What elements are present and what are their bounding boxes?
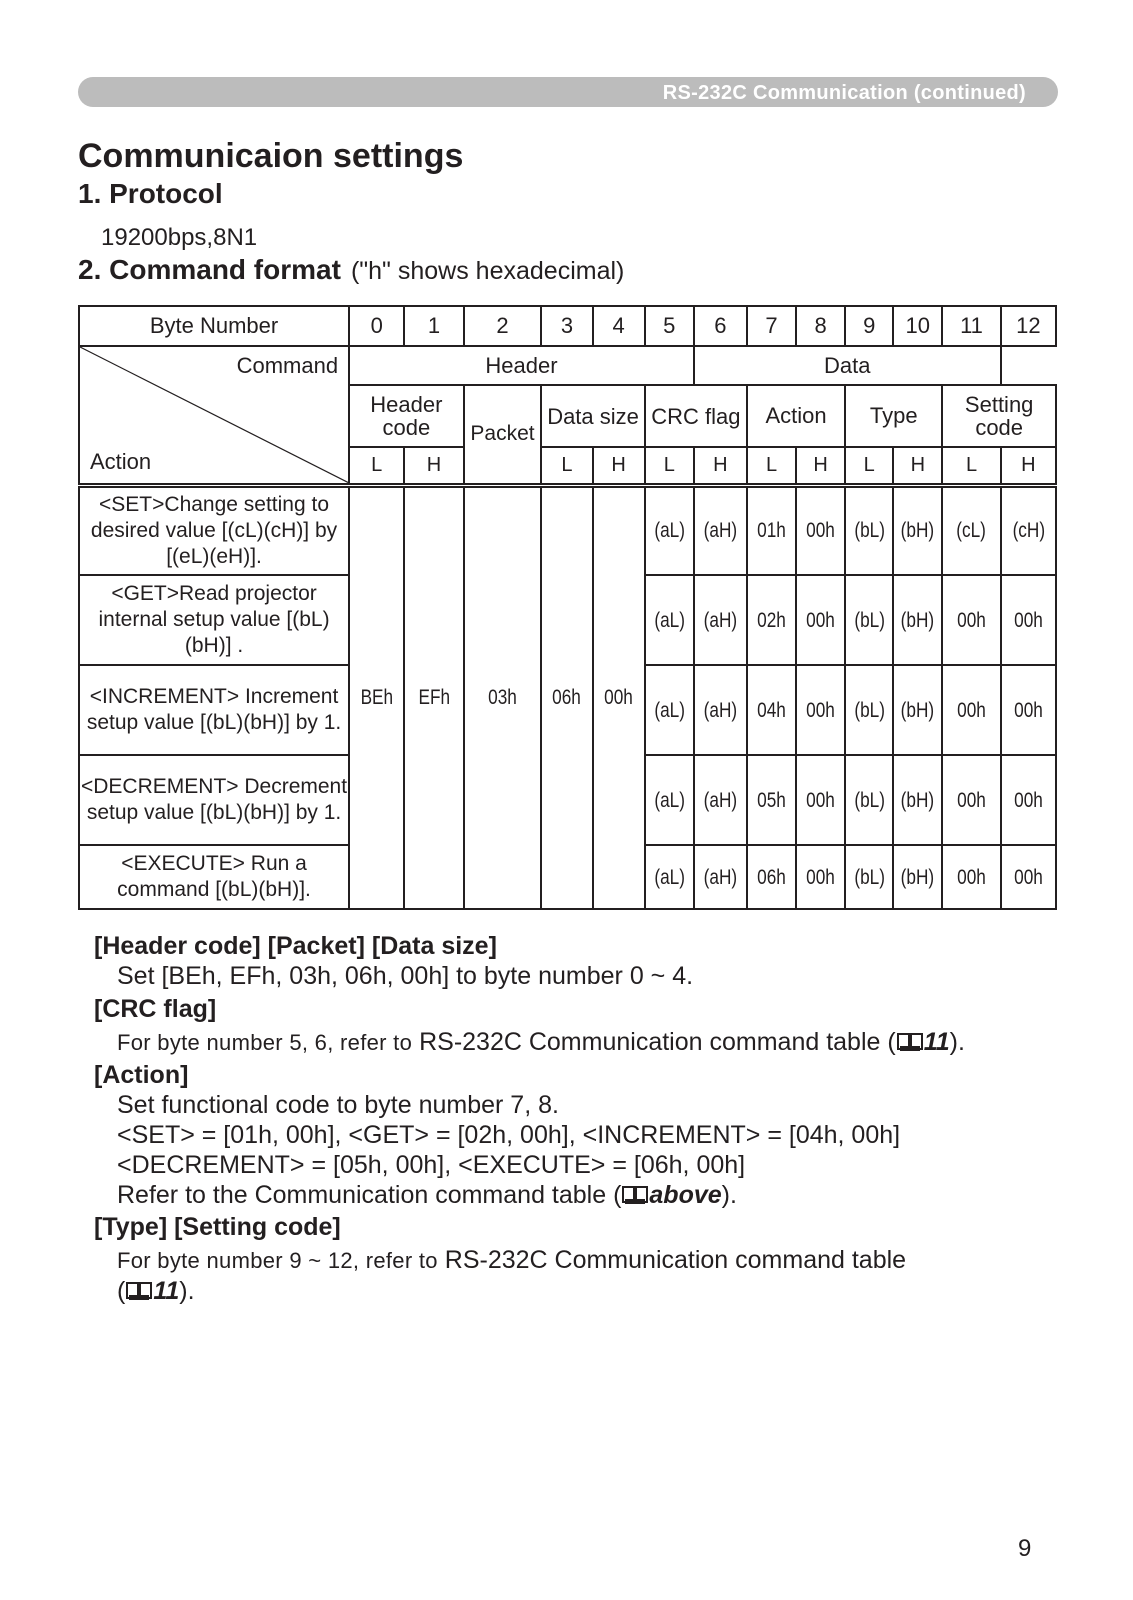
byte-cell-text: 06h [757, 865, 786, 889]
header-bar [78, 77, 1058, 107]
command-format-title: 2. Command format [78, 254, 341, 285]
byte-number: 10 [893, 306, 942, 346]
byte-cell [645, 485, 694, 575]
lh-cell: L [747, 447, 796, 485]
byte-cell-text: (cH) [1012, 519, 1045, 543]
byte-cell-text: (bH) [901, 788, 935, 812]
byte-cell [942, 755, 1000, 845]
byte-number: 2 [464, 306, 542, 346]
byte-cell-text: 01h [757, 519, 786, 543]
lh-cell: L [645, 447, 694, 485]
book-icon [897, 1032, 923, 1052]
byte-cell [1001, 755, 1056, 845]
lh-cell: H [796, 447, 845, 485]
byte-cell [694, 665, 747, 755]
byte-cell [1001, 485, 1056, 575]
crc-text-b: RS-232C Communication command table ( [412, 1028, 896, 1056]
action-ref-end: ). [721, 1181, 737, 1209]
byte-cell-text: (bL) [853, 788, 885, 812]
byte-cell-text: (aL) [653, 608, 685, 632]
byte-cell [694, 845, 747, 909]
byte-cell-text: (bH) [901, 698, 935, 722]
byte-cell [694, 755, 747, 845]
byte-cell-text: (aH) [703, 698, 738, 722]
crc-text-end: ). [949, 1028, 965, 1056]
byte-cell [796, 575, 845, 665]
lh-cell: H [893, 447, 942, 485]
group-row [79, 346, 1056, 385]
byte-cell-text: 00h [957, 608, 986, 632]
book-icon [126, 1281, 152, 1301]
command-format-table [78, 305, 1057, 910]
byte-number: 6 [694, 306, 747, 346]
byte-cell [942, 845, 1000, 909]
byte-cell [845, 845, 893, 909]
action-cell: <INCREMENT> Increment setup value [(bL)(bH)] by 1. [79, 665, 349, 755]
byte-cell-text: 00h [806, 608, 835, 632]
type-page-ref[interactable]: 11 [153, 1277, 180, 1305]
byte-cell [747, 665, 796, 755]
byte-3-text: 06h [552, 686, 582, 710]
action-cell: <DECREMENT> Decrement setup value [(bL)(bH)] by 1. [79, 755, 349, 845]
lh-cell: L [942, 447, 1000, 485]
byte-cell [1001, 575, 1056, 665]
byte-0-text: BEh [360, 686, 393, 710]
action-page-ref[interactable]: above [649, 1181, 722, 1209]
byte-cell [796, 485, 845, 575]
section-heading-header-code: [Header code] [Packet] [Data size] [94, 932, 497, 960]
byte-number: 7 [747, 306, 796, 346]
byte-number: 11 [942, 306, 1000, 346]
byte-cell-text: (aH) [703, 608, 738, 632]
action-cell: <SET>Change setting to desired value [(cL)(cH)] by [(eL)(eH)]. [79, 485, 349, 575]
byte-cell [893, 845, 942, 909]
byte-cell-text: (aL) [653, 788, 685, 812]
lh-cell: H [694, 447, 747, 485]
byte-cell-text: (aL) [653, 698, 685, 722]
byte-cell [1001, 665, 1056, 755]
byte-cell [747, 845, 796, 909]
byte-cell [893, 755, 942, 845]
byte-cell-text: 00h [1013, 865, 1043, 889]
section-text-action-4 [94, 1180, 1074, 1210]
byte-number: 5 [645, 306, 694, 346]
byte-cell-text: 05h [757, 788, 786, 812]
section-text-action-3: <DECREMENT> = [05h, 00h], <EXECUTE> = [06h, 00h] [117, 1151, 746, 1179]
byte-2-text: 03h [488, 686, 517, 710]
byte-cell-text: (aL) [653, 865, 685, 889]
subheader-header-code: Header code [349, 385, 464, 447]
header-bar-text: RS-232C Communication (continued) [662, 82, 1026, 104]
action-cell: <GET>Read projector internal setup value [(bL)(bH)] . [79, 575, 349, 665]
byte-number: 0 [349, 306, 404, 346]
protocol-heading: 1. Protocol [78, 178, 223, 209]
byte-cell [694, 485, 747, 575]
table-row-set [79, 485, 1056, 575]
section-heading-action: [Action] [94, 1061, 189, 1089]
section-text-crc [94, 1027, 1074, 1058]
command-label: Command [236, 353, 339, 378]
byte-cell-text: (bH) [901, 519, 935, 543]
crc-text-a: For byte number 5, 6, refer to [117, 1030, 413, 1055]
byte-cell [645, 755, 694, 845]
byte-cell [893, 485, 942, 575]
byte-cell-text: 00h [1013, 608, 1043, 632]
byte-cell [747, 485, 796, 575]
byte-cell [845, 485, 893, 575]
byte-1-text: EFh [418, 686, 450, 710]
type-text-b: RS-232C Communication command table [437, 1246, 907, 1274]
byte-cell-text: (bL) [853, 519, 885, 543]
byte-number: 8 [796, 306, 845, 346]
byte-cell-text: 00h [1013, 698, 1043, 722]
byte-cell [694, 575, 747, 665]
byte-cell [893, 575, 942, 665]
section-heading-type: [Type] [Setting code] [94, 1213, 341, 1241]
command-format-note: ("h" shows hexadecimal) [350, 257, 625, 285]
byte-cell-text: (aH) [703, 788, 738, 812]
byte-cell-text: 00h [806, 788, 835, 812]
byte-4-value [593, 485, 645, 909]
lh-cell: H [1001, 447, 1056, 485]
subheader-action: Action [747, 385, 845, 447]
byte-cell-text: 00h [806, 519, 835, 543]
command-action-corner [79, 346, 349, 485]
byte-cell [747, 755, 796, 845]
subheader-crc-flag: CRC flag [645, 385, 747, 447]
byte-cell [845, 575, 893, 665]
byte-cell [893, 665, 942, 755]
action-label: Action [90, 448, 152, 474]
byte-cell-text: 04h [757, 698, 786, 722]
action-cell: <EXECUTE> Run a command [(bL)(bH)]. [79, 845, 349, 909]
byte-cell-text: 00h [1013, 788, 1043, 812]
byte-cell-text: (bH) [901, 865, 935, 889]
subheader-type: Type [845, 385, 942, 447]
byte-number: 9 [845, 306, 893, 346]
byte-cell [942, 575, 1000, 665]
byte-cell-text: 00h [957, 865, 986, 889]
subheader-packet: Packet [464, 385, 542, 485]
byte-number-row [79, 306, 1056, 346]
book-icon [622, 1185, 648, 1205]
description-sections [94, 931, 1074, 1306]
page-title: Communicaion settings [78, 137, 464, 175]
protocol-value: 19200bps,8N1 [101, 224, 258, 251]
byte-cell [645, 665, 694, 755]
byte-cell [845, 755, 893, 845]
byte-cell-text: (bL) [853, 608, 885, 632]
byte-cell [1001, 845, 1056, 909]
byte-cell-text: (bL) [853, 865, 885, 889]
group-data: Data [694, 346, 1001, 385]
type-open-paren: ( [117, 1277, 126, 1305]
byte-cell [747, 575, 796, 665]
section-text-header-code: Set [BEh, EFh, 03h, 06h, 00h] to byte number 0 ~ 4. [117, 962, 694, 990]
action-ref-text: Refer to the Communication command table ( [117, 1181, 622, 1209]
byte-number: 4 [593, 306, 645, 346]
byte-cell-text: (aL) [653, 519, 685, 543]
byte-cell [942, 665, 1000, 755]
byte-cell [942, 485, 1000, 575]
lh-cell: H [593, 447, 645, 485]
byte-cell [796, 665, 845, 755]
byte-cell [796, 845, 845, 909]
type-text-end: ). [179, 1277, 195, 1305]
byte-cell-text: 00h [957, 788, 986, 812]
byte-cell-text: (cL) [956, 519, 987, 543]
byte-cell-text: 02h [757, 608, 786, 632]
type-text-a: For byte number 9 ~ 12, refer to [117, 1248, 438, 1273]
lh-cell: L [845, 447, 893, 485]
byte-cell-text: 00h [806, 698, 835, 722]
lh-cell: L [349, 447, 404, 485]
subheader-setting-code: Setting code [942, 385, 1056, 447]
byte-cell [645, 845, 694, 909]
byte-cell-text: (bH) [901, 608, 935, 632]
lh-cell: L [541, 447, 592, 485]
section-text-action-1: Set functional code to byte number 7, 8. [117, 1091, 559, 1119]
group-header: Header [349, 346, 694, 385]
byte-cell-text: (bL) [853, 698, 885, 722]
subheader-data-size: Data size [541, 385, 644, 447]
byte-1-value [404, 485, 463, 909]
command-format-heading [78, 253, 624, 288]
byte-number: 3 [541, 306, 592, 346]
byte-number: 12 [1001, 306, 1056, 346]
byte-3-value [541, 485, 592, 909]
byte-cell-text: (aH) [703, 519, 738, 543]
byte-cell-text: 00h [957, 698, 986, 722]
crc-page-ref[interactable]: 11 [923, 1028, 950, 1056]
byte-0-value [349, 485, 404, 909]
byte-number-label: Byte Number [79, 306, 349, 346]
byte-cell [645, 575, 694, 665]
byte-number: 1 [404, 306, 463, 346]
byte-cell-text: 00h [806, 865, 835, 889]
byte-4-text: 00h [604, 686, 633, 710]
section-text-action-2: <SET> = [01h, 00h], <GET> = [02h, 00h], <INCREMENT> = [04h, 00h] [117, 1121, 901, 1149]
byte-cell [845, 665, 893, 755]
section-text-type [94, 1245, 1074, 1306]
lh-cell: H [404, 447, 463, 485]
byte-2-value [464, 485, 542, 909]
byte-cell-text: (aH) [703, 865, 738, 889]
section-heading-crc: [CRC flag] [94, 995, 217, 1023]
byte-cell [796, 755, 845, 845]
page-number: 9 [1018, 1535, 1032, 1562]
